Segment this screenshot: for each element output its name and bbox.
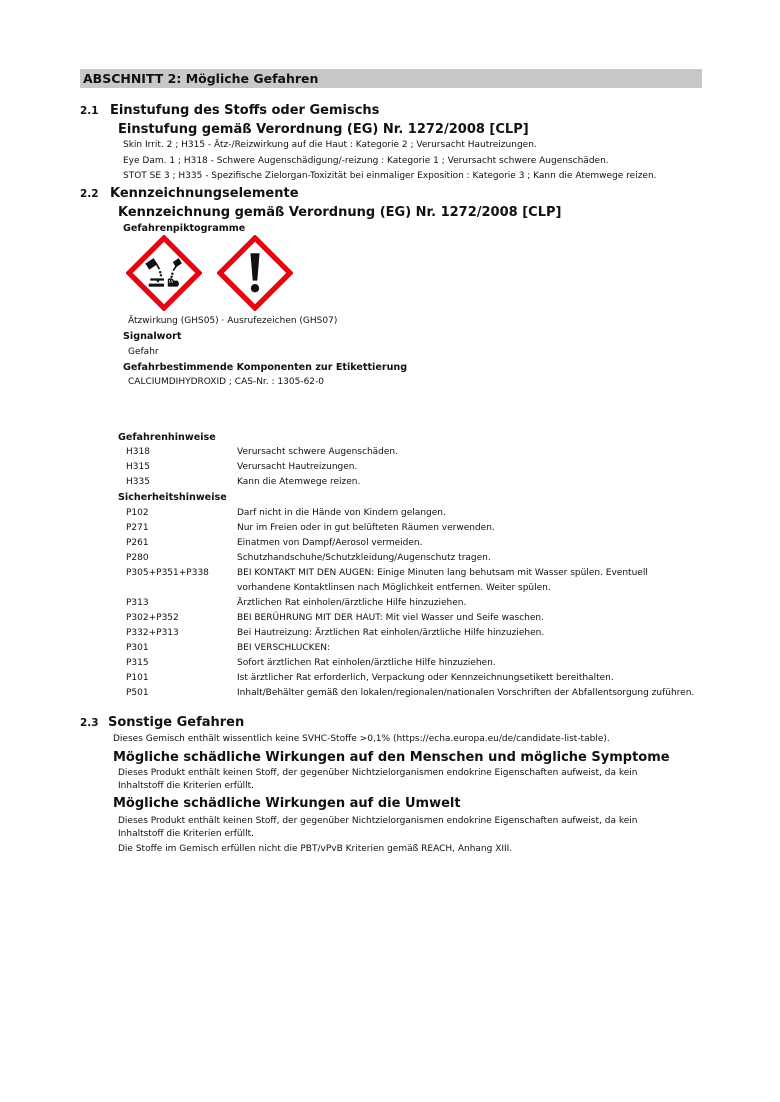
signal-word: Gefahr [128, 347, 159, 357]
environment-effects-text: Inhaltstoff die Kriterien erfüllt. [118, 829, 254, 839]
heading-2-1 [80, 103, 379, 119]
human-effects-text: Inhaltstoff die Kriterien erfüllt. [118, 781, 254, 791]
hazard-statements-heading: Gefahrenhinweise [118, 432, 216, 443]
heading-title: Einstufung des Stoffs oder Gemischs [110, 103, 380, 118]
statement-code: H318 [126, 447, 150, 457]
statement-code: P501 [126, 688, 149, 698]
precautionary-statements-heading: Sicherheitshinweise [118, 492, 227, 503]
classification-subtitle: Einstufung gemäß Verordnung (EG) Nr. 1272/2008 [CLP] [118, 122, 529, 137]
statement-code: P280 [126, 553, 149, 563]
heading-2-2 [80, 186, 299, 202]
environment-effects-heading: Mögliche schädliche Wirkungen auf die Umwelt [113, 796, 461, 811]
corrosion-icon [126, 235, 202, 311]
heading-2-3 [80, 715, 244, 731]
heading-number: 2.3 [80, 717, 99, 729]
classification-line: Eye Dam. 1 ; H318 - Schwere Augenschädigung/-reizung : Kategorie 1 ; Verursacht schwere Augenschäden. [123, 156, 609, 166]
statement-text: Kann die Atemwege reizen. [237, 477, 361, 487]
statement-code: P305+P351+P338 [126, 568, 209, 578]
statement-text: Ist ärztlicher Rat erforderlich, Verpackung oder Kennzeichnungsetikett bereithalten. [237, 673, 614, 683]
statement-text: Ärztlichen Rat einholen/ärztliche Hilfe hinzuziehen. [237, 598, 467, 608]
classification-line: STOT SE 3 ; H335 - Spezifische Zielorgan-Toxizität bei einmaliger Exposition : Kategorie 3 ; Kann die Atemwege reizen. [123, 171, 657, 181]
statement-code: H315 [126, 462, 150, 472]
statement-code: P261 [126, 538, 149, 548]
statement-code: P102 [126, 508, 149, 518]
heading-title: Sonstige Gefahren [108, 715, 245, 730]
components-heading: Gefahrbestimmende Komponenten zur Etikettierung [123, 362, 408, 373]
statement-text: Verursacht Hautreizungen. [237, 462, 358, 472]
statement-text: Einatmen von Dampf/Aerosol vermeiden. [237, 538, 423, 548]
statement-text: Nur im Freien oder in gut belüfteten Räumen verwenden. [237, 523, 495, 533]
heading-number: 2.2 [80, 188, 99, 200]
statement-code: P101 [126, 673, 149, 683]
statement-text: Bei Hautreizung: Ärztlichen Rat einholen/ärztliche Hilfe hinzuziehen. [237, 628, 545, 638]
statement-text: BEI VERSCHLUCKEN: [237, 643, 331, 653]
human-effects-text: Dieses Produkt enthält keinen Stoff, der gegenüber Nichtzielorganismen endokrine Eigenschaften aufweist, da kein [118, 768, 638, 778]
statement-code: P332+P313 [126, 628, 179, 638]
environment-effects-text: Dieses Produkt enthält keinen Stoff, der gegenüber Nichtzielorganismen endokrine Eigenschaften aufweist, da kein [118, 816, 638, 826]
labelling-subtitle: Kennzeichnung gemäß Verordnung (EG) Nr. 1272/2008 [CLP] [118, 205, 562, 220]
classification-line: Skin Irrit. 2 ; H315 - Ätz-/Reizwirkung auf die Haut : Kategorie 2 ; Verursacht Hautreizungen. [123, 140, 537, 150]
svhc-text: Dieses Gemisch enthält wissentlich keine SVHC-Stoffe >0,1% (https://echa.europa.eu/de/candidate-list-table). [113, 734, 610, 744]
statement-code: P313 [126, 598, 149, 608]
heading-title: Kennzeichnungselemente [110, 186, 299, 201]
pictogram-caption: Ätzwirkung (GHS05) · Ausrufezeichen (GHS07) [128, 316, 338, 326]
statement-text: Darf nicht in die Hände von Kindern gelangen. [237, 508, 446, 518]
signal-word-heading: Signalwort [123, 331, 182, 342]
exclamation-mark-icon [217, 235, 293, 311]
statement-code: P302+P352 [126, 613, 179, 623]
statement-code: H335 [126, 477, 150, 487]
statement-text: Schutzhandschuhe/Schutzkleidung/Augenschutz tragen. [237, 553, 491, 563]
section-title: ABSCHNITT 2: Mögliche Gefahren [80, 69, 702, 88]
pictograms-heading: Gefahrenpiktogramme [123, 223, 246, 234]
statement-text: Inhalt/Behälter gemäß den lokalen/regionalen/nationalen Vorschriften der Abfallentsorgung zuführen. [237, 688, 695, 698]
statement-code: P271 [126, 523, 149, 533]
heading-number: 2.1 [80, 105, 99, 117]
statement-text: Verursacht schwere Augenschäden. [237, 447, 398, 457]
pbt-text: Die Stoffe im Gemisch erfüllen nicht die PBT/vPvB Kriterien gemäß REACH, Anhang XIII. [118, 844, 513, 854]
statement-text: Sofort ärztlichen Rat einholen/ärztliche Hilfe hinzuziehen. [237, 658, 496, 668]
human-effects-heading: Mögliche schädliche Wirkungen auf den Menschen und mögliche Symptome [113, 750, 670, 765]
components-value: CALCIUMDIHYDROXID ; CAS-Nr. : 1305-62-0 [128, 377, 324, 387]
statement-text: BEI BERÜHRUNG MIT DER HAUT: Mit viel Wasser und Seife waschen. [237, 613, 544, 623]
statement-text: BEI KONTAKT MIT DEN AUGEN: Einige Minuten lang behutsam mit Wasser spülen. Eventuell vorhandene Kontaktlinsen nach Möglichkeit entfernen. Weiter spülen. [237, 568, 648, 593]
statement-code: P315 [126, 658, 149, 668]
statement-code: P301 [126, 643, 149, 653]
